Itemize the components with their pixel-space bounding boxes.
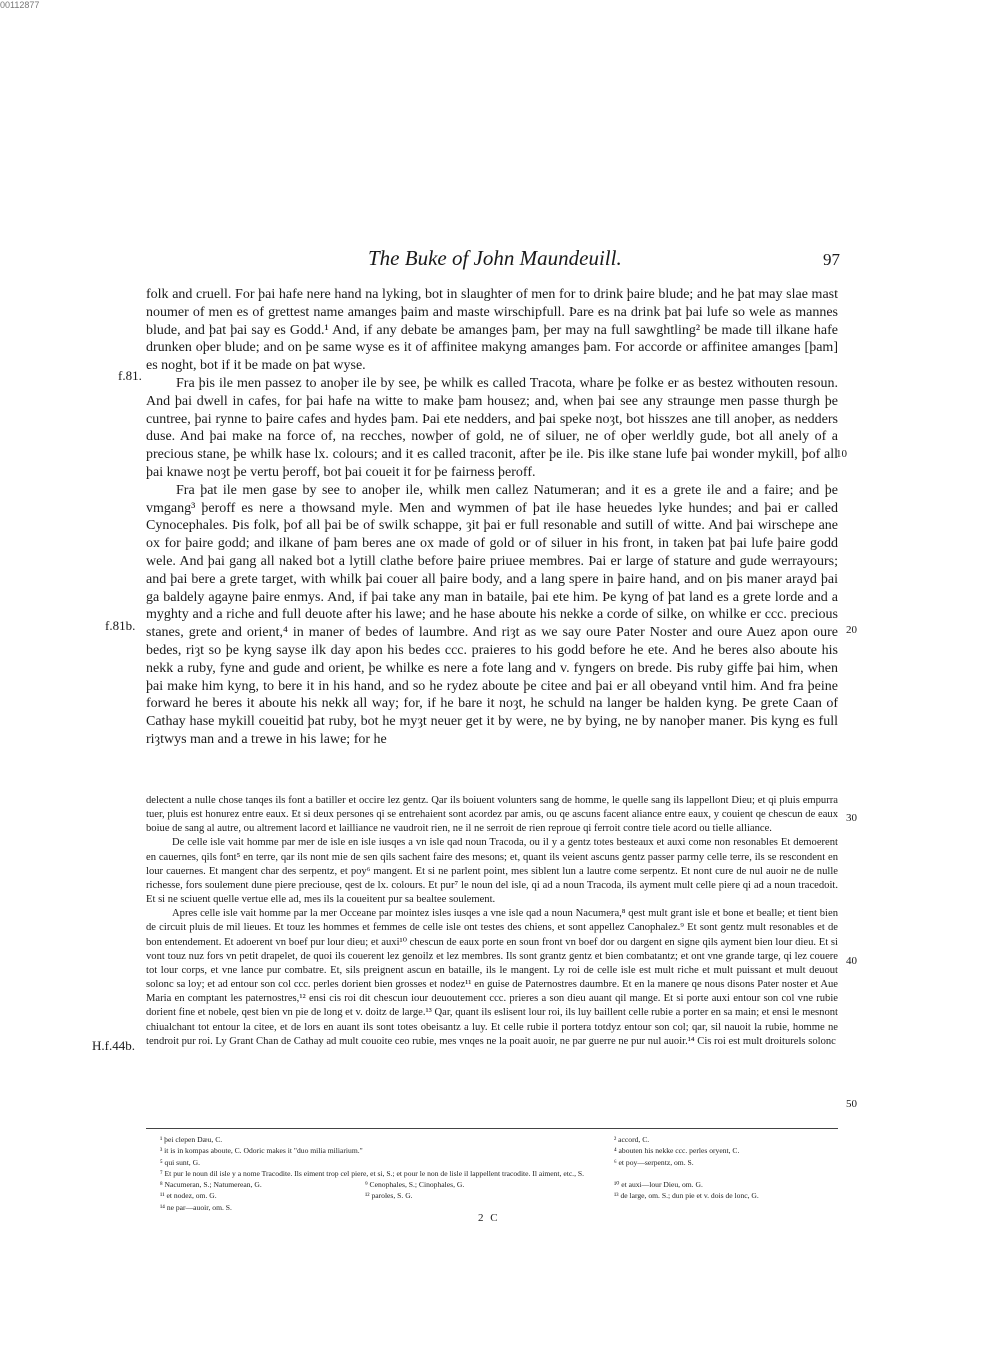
line-number: 30: [846, 812, 857, 824]
footnote: ¹¹ et nodez, om. G.: [160, 1191, 217, 1201]
french-paragraph: delectent a nulle chose tanqes ils font a batiller et occire lez gentz. Qar ils boiuent volunters sang de homme, le quelle sang ils lappellont Dieu; et qi pluis empurra tuer, pluis est honurez entre eaux. Et si deux persones qi se entrehaient sont acordez par amis, ou qe ascuns facent aliance entre eaux, y couient qe chescun de eaux boiue de sang al autre, ou altrement lacord et lailliance ne vaudroit rien, ne il ne serroit de rien reproue qi ferroit contre tiele acord ou tielle alliance.: [146, 795, 838, 835]
folio-marker: H.f.44b.: [92, 1038, 135, 1053]
footnote: ⁷ Et pur le noun dil isle y a nome Tracodite. Ils eiment trop cel piere, et si, S.; et pour le non de lisle il lappellent tracodite. Il aiment, etc., S.: [160, 1168, 585, 1178]
english-text: [146, 286, 838, 749]
footnotes-middle: [365, 1179, 464, 1202]
footnote: ⁴ abouten his nekke ccc. perles oryent, C.: [614, 1146, 740, 1156]
page-number: 97: [823, 250, 840, 269]
footnote: ⁸ Nacumeran, S.; Natumerean, G.: [160, 1180, 262, 1190]
archive-id: 00112877: [0, 0, 40, 10]
french-paragraph: Apres celle isle vait homme par la mer Occeane par mointez isles iusqes a vne isle qad a noun Nacumera,⁸ qest mult grant isle et bone et bealle; et tient bien de circuit pluis de mil lieues. Et touz les hommes et femmes de celle isle ont testes des chiens, et sont appellez Canophalez.⁹ Et sont gentz mult resonables et de bon entendement. Et adoerent vn boef pur lour dieu; et auxi¹⁰ chescun de eaux porte en soun front vn boef dor ou dargent en signe qils ayment bien lour dieu. Et si vont touz nuz fors vn petit drapelet, de quoi ils couerent lez genoilz et lez membres. Ils sont grantz gentz et bien combatantz; et ont vne grande targe, qi lez couere tot lour corps, et vne lance pur combatre. Et, sils preignent ascun en bataille, ils le mangent. Ly roi de celle isle est mult riche et mult puissant et mult deuout solonc sa loy; et ad entour son col ccc. perles dorient bien grosses et nodez¹¹ en guise de Paternostres daumbre. Et en la manere qe nous disons Pater noster et Aue Maria en comptant les paternostres,¹² ensi cis roi dit chescun iour deuoutement ccc. prieres a son dieu auant qil mange. Et si porte auxi entour son col vne rubie dorient fine et nobele, qest bien vn pie de long et v. doitz de large.¹³ Qar, quant ils eslisent lour roi, ils luy baillent celle rubie a porter en sa main; et ensi le mesnont chiualchant tot entour la citee, et de lors en auant ils sont totes obeisantz a luy. Et celle rubie il portera totdyz entour son col; qar, sil nauoit la rubie, homme ne tendroit pur roi. Ly Grant Chan de Cathay ad mult couoite ceo rubie, mes vnqes ne la poait auoir, ne par guerre ne pur nul auoir.¹⁴ Cis roi est mult droiturels solonc: [146, 908, 838, 1047]
book-title: The Buke of John Maundeuill.: [368, 246, 622, 270]
footnotes-right: [614, 1134, 759, 1202]
footnote: ¹ þei clepen Dæu, C.: [160, 1135, 223, 1144]
footnote: ³ it is in kompas aboute, C. Odoric makes it "duo milia miliarium.": [160, 1146, 363, 1156]
footnote: ¹⁰ et auxi—lour Dieu, om. G.: [614, 1180, 703, 1190]
footnote: ⁶ et poy—serpentz, om. S.: [614, 1157, 694, 1167]
line-number: 20: [846, 624, 857, 636]
footnote: ² accord, C.: [614, 1135, 650, 1144]
footnote: ¹⁴ ne par—auoir, om. S.: [160, 1202, 232, 1212]
english-paragraph: Fra þat ile men gase by see to anoþer ile, whilk men callez Natumeran; and it es a grete ile and a faire; and þe vmgang³ þeroff es nere a thowsand myle. Men and wymmen of þat ile hase heuedes lyke hundes; and þai er called Cynocephales. Þis folk, þof all þai be of swilk schappe, ȝit þai er full resonable and sutill of witte. And þai wirschepe ane ox for þaire godd; and ilkane of þam beres ane ox made of gold or of siluer in his front, in taken þat þai lufe þaire godd wele. And þai gang all naked bot a lytill clathe before þaire priuee membres. Þai er large of stature and gude werrayours; and þai bere a grete target, with whilk þai couer all þaire body, and a lang spere in þaire hand, and on þis maner arayd þai ga baldely agayne þaire enmys. And, if þai take any man in bataile, þai ete him. Þe kyng of þat land es a grete lorde and a myghty and a riche and full deuote after his lawe; and he hase aboute his nekke a corde of silke, on whilke er ccc. precious stanes, grete and orient,⁴ in maner of bedes of laumbre. And riȝt as we say oure Pater Noster and oure Auez apon oure bedes, riȝt so þe kyng sayse ilk day apon his bedes ccc. praieres to his godd before he ete. And he beres also aboute his nekk a ruby, fyne and gude and orient, þe whilke es nere a fote lang and v. fyngers on brede. Þis ruby giffe þai him, when þai make him kyng, to bere it in his hand, and so he rydez aboute þe citee and þai er all obeyand vntil him. And fra þeine forward he beres it aboute his nekk all way; for, if he bare it noȝt, he schuld na langer be halden kyng. Þe grete Caan of Cathay hase mykill coueitid þat ruby, bot he myȝt neuer get it by were, ne by bying, ne by nanoþer maner. Þis kyng es full riȝtwys man and a trewe in his lawe; for he: [146, 482, 838, 747]
footnote: ⁵ qui sunt, G.: [160, 1157, 200, 1167]
running-header: [360, 246, 840, 272]
english-paragraph: Fra þis ile men passez to anoþer ile by see, þe whilk es called Tracota, whare þe folke er as bestez withouten resoun. And þai dwell in cafes, for þai hafe na witte to make þam housez; and, when þai see any straunge men passe thurgh þe cuntree, þai rynne to þaire cafes and hydes þam. Þai ete nedders, and þai speke noȝt, bot hisszes ane till anoþer, as nedders duse. And þai make na force of, na recches, nowþer of gold, ne of siluer, ne of oþer werldly gude, bot all anely of a precious stane, þe whilk hase lx. colours; and it es called traconit, after þe ile. Þis ilke stane lufe þai wonder mykill, þof all þai knawe noȝt þe vertu þeroff, bot þai coueit it for þe fairness þeroff.: [146, 375, 838, 480]
line-number: 50: [846, 1098, 857, 1110]
footnote: ¹³ de large, om. S.; dun pie et v. dois de lonc, G.: [614, 1191, 759, 1201]
footnote: ⁹ Cenophales, S.; Cinophales, G.: [365, 1180, 465, 1189]
folio-marker: f.81b.: [105, 618, 136, 633]
french-paragraph: De celle isle vait homme par mer de isle en isle iusqes a vn isle qad noun Tracoda, ou il y a gentz totes besteaux et auxi come non resonables Et demoerent en cauernes, qils font⁵ en terre, qar ils nont mie de sen qils sachent faire des mesons; et, quant ils veient ascuns gentz passer parmy celle terre, ils se rescondent en lour cauernes. Et mangent char des serpentz, et poy⁶ mangent. Et si ne parlent point, mes siblent lun a lautre come serpentz. Et nont cure de nul auoir ne de nulle richesse, fors soulement dune piere preciouse, qest de lx. colours. Et pur⁷ le noun del isle, qi ad a noun Tracoda, ils ayment mult celle piere qi ad a noun tracedoit. Et si ne sciuent quelle vertue elle ad, mes ils la coueitent pur sa bealtee soulement.: [146, 837, 838, 906]
footnote-rule: [146, 1128, 838, 1129]
signature-mark: 2 C: [478, 1212, 500, 1224]
folio-marker: f.81.: [118, 368, 142, 383]
line-number: 40: [846, 955, 857, 967]
english-paragraph: folk and cruell. For þai hafe nere hand na lyking, bot in slaughter of men for to drink þaire blude; and he þat may slae mast noumer of men es of grettest name amanges þaim and maste wirschipfull. Þare es na drink þat þai lufe so wele as mannes blude, and þat þai say es Godd.¹ And, if any debate be amanges þam, þer may na full sawghtling² be made till ilkane hafe drunken oþer blude; and on þe same wyse es it of affinitee makyng amanges þam. For accorde or affinitee amanges [þam] es noght, bot if it be made on þat wyse.: [146, 287, 838, 374]
footnote: ¹² paroles, S. G.: [365, 1191, 413, 1201]
french-text: [146, 794, 838, 1049]
line-number: 10: [836, 448, 847, 460]
